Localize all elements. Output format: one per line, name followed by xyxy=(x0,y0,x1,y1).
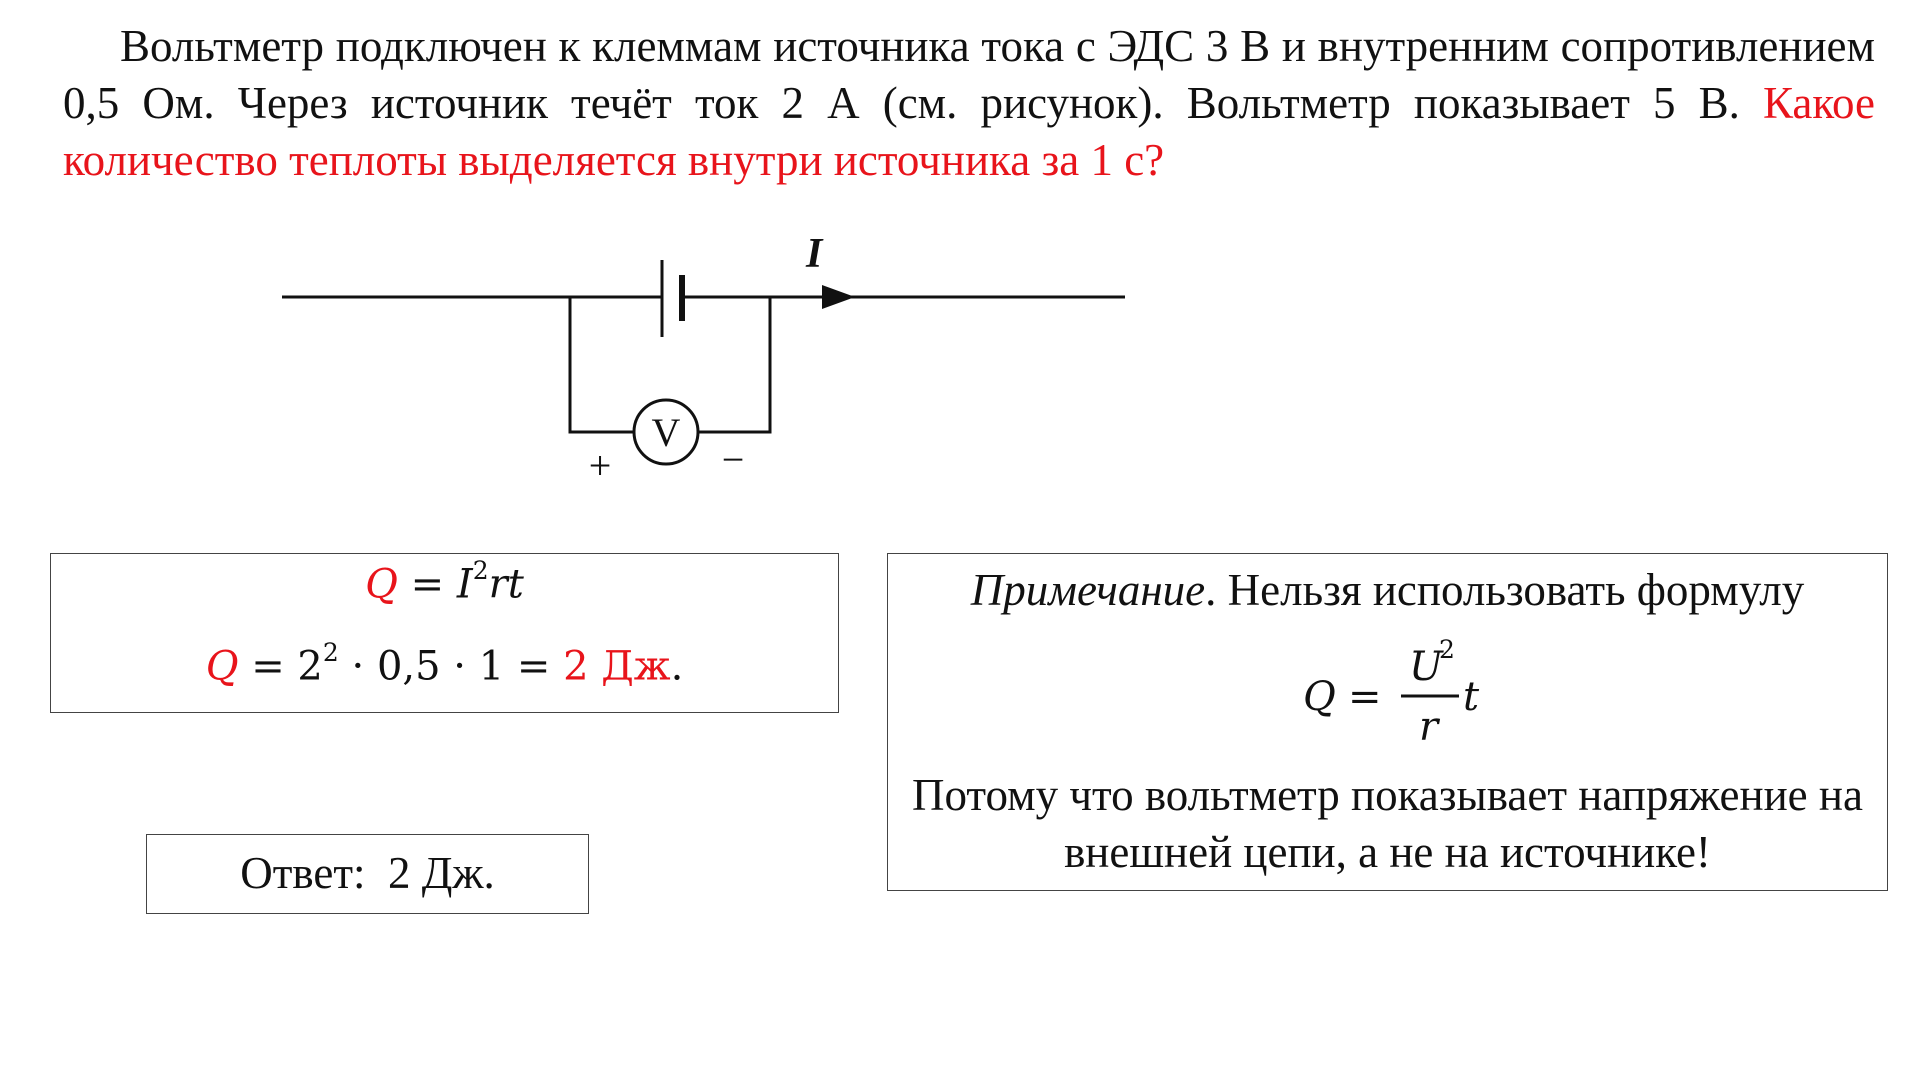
note-box xyxy=(887,553,1888,891)
fraction-numerator-exp: 2 xyxy=(1439,636,1455,664)
fraction-multiplier: t xyxy=(1463,674,1480,720)
plus-label: + xyxy=(588,443,612,485)
calc-q: Q xyxy=(205,643,239,690)
note-explanation: Потому что вольтметр показывает напряжение на внешней цепи, а не на источнике! xyxy=(912,770,1863,877)
calc-period: . xyxy=(670,643,684,690)
calc-result: 2 Дж xyxy=(563,643,671,690)
problem-question: Какое количество теплоты выделяется внутри источника за 1 с? xyxy=(63,78,1875,185)
fraction-denominator: r xyxy=(1419,704,1439,750)
voltmeter-label: V xyxy=(651,410,681,455)
forbidden-formula xyxy=(888,636,1887,752)
formula-rt: rt xyxy=(488,561,524,608)
note-text: . Нельзя использовать формулу xyxy=(1205,565,1805,615)
circuit-diagram xyxy=(270,225,1140,485)
calc-base: = 2 xyxy=(238,643,323,690)
formula-current: I xyxy=(456,561,473,608)
heat-formula xyxy=(51,556,838,608)
heat-calculation xyxy=(51,638,838,690)
voltmeter-branch-right xyxy=(698,297,770,432)
minus-label: − xyxy=(721,437,745,482)
formula-equals: = xyxy=(397,561,457,608)
calc-exponent: 2 xyxy=(322,638,339,667)
fraction-formula xyxy=(1293,636,1533,752)
current-label: I xyxy=(806,231,823,277)
problem-text: Вольтметр подключен к клеммам источника тока с ЭДС 3 В и внутренним сопротивлением 0,5 Ом. Через источник течёт ток 2 А (см. рисунок). Вольтметр показывает 5 В. xyxy=(63,21,1875,128)
voltmeter-branch xyxy=(570,297,634,432)
note-title: Примечание xyxy=(970,565,1206,615)
formula-exponent: 2 xyxy=(472,556,489,585)
formula-q: Q xyxy=(365,561,398,608)
note-heading xyxy=(888,562,1887,619)
solution-box xyxy=(50,553,839,713)
calc-expression: · 0,5 · 1 = xyxy=(338,643,564,690)
answer-text: Ответ: 2 Дж. xyxy=(240,848,495,898)
fraction-equals: = xyxy=(1348,674,1382,720)
fraction-lhs: Q xyxy=(1303,674,1336,720)
fraction-numerator: U xyxy=(1409,644,1443,690)
problem-statement xyxy=(63,18,1875,189)
current-arrow xyxy=(822,285,855,309)
answer-box xyxy=(146,834,589,914)
